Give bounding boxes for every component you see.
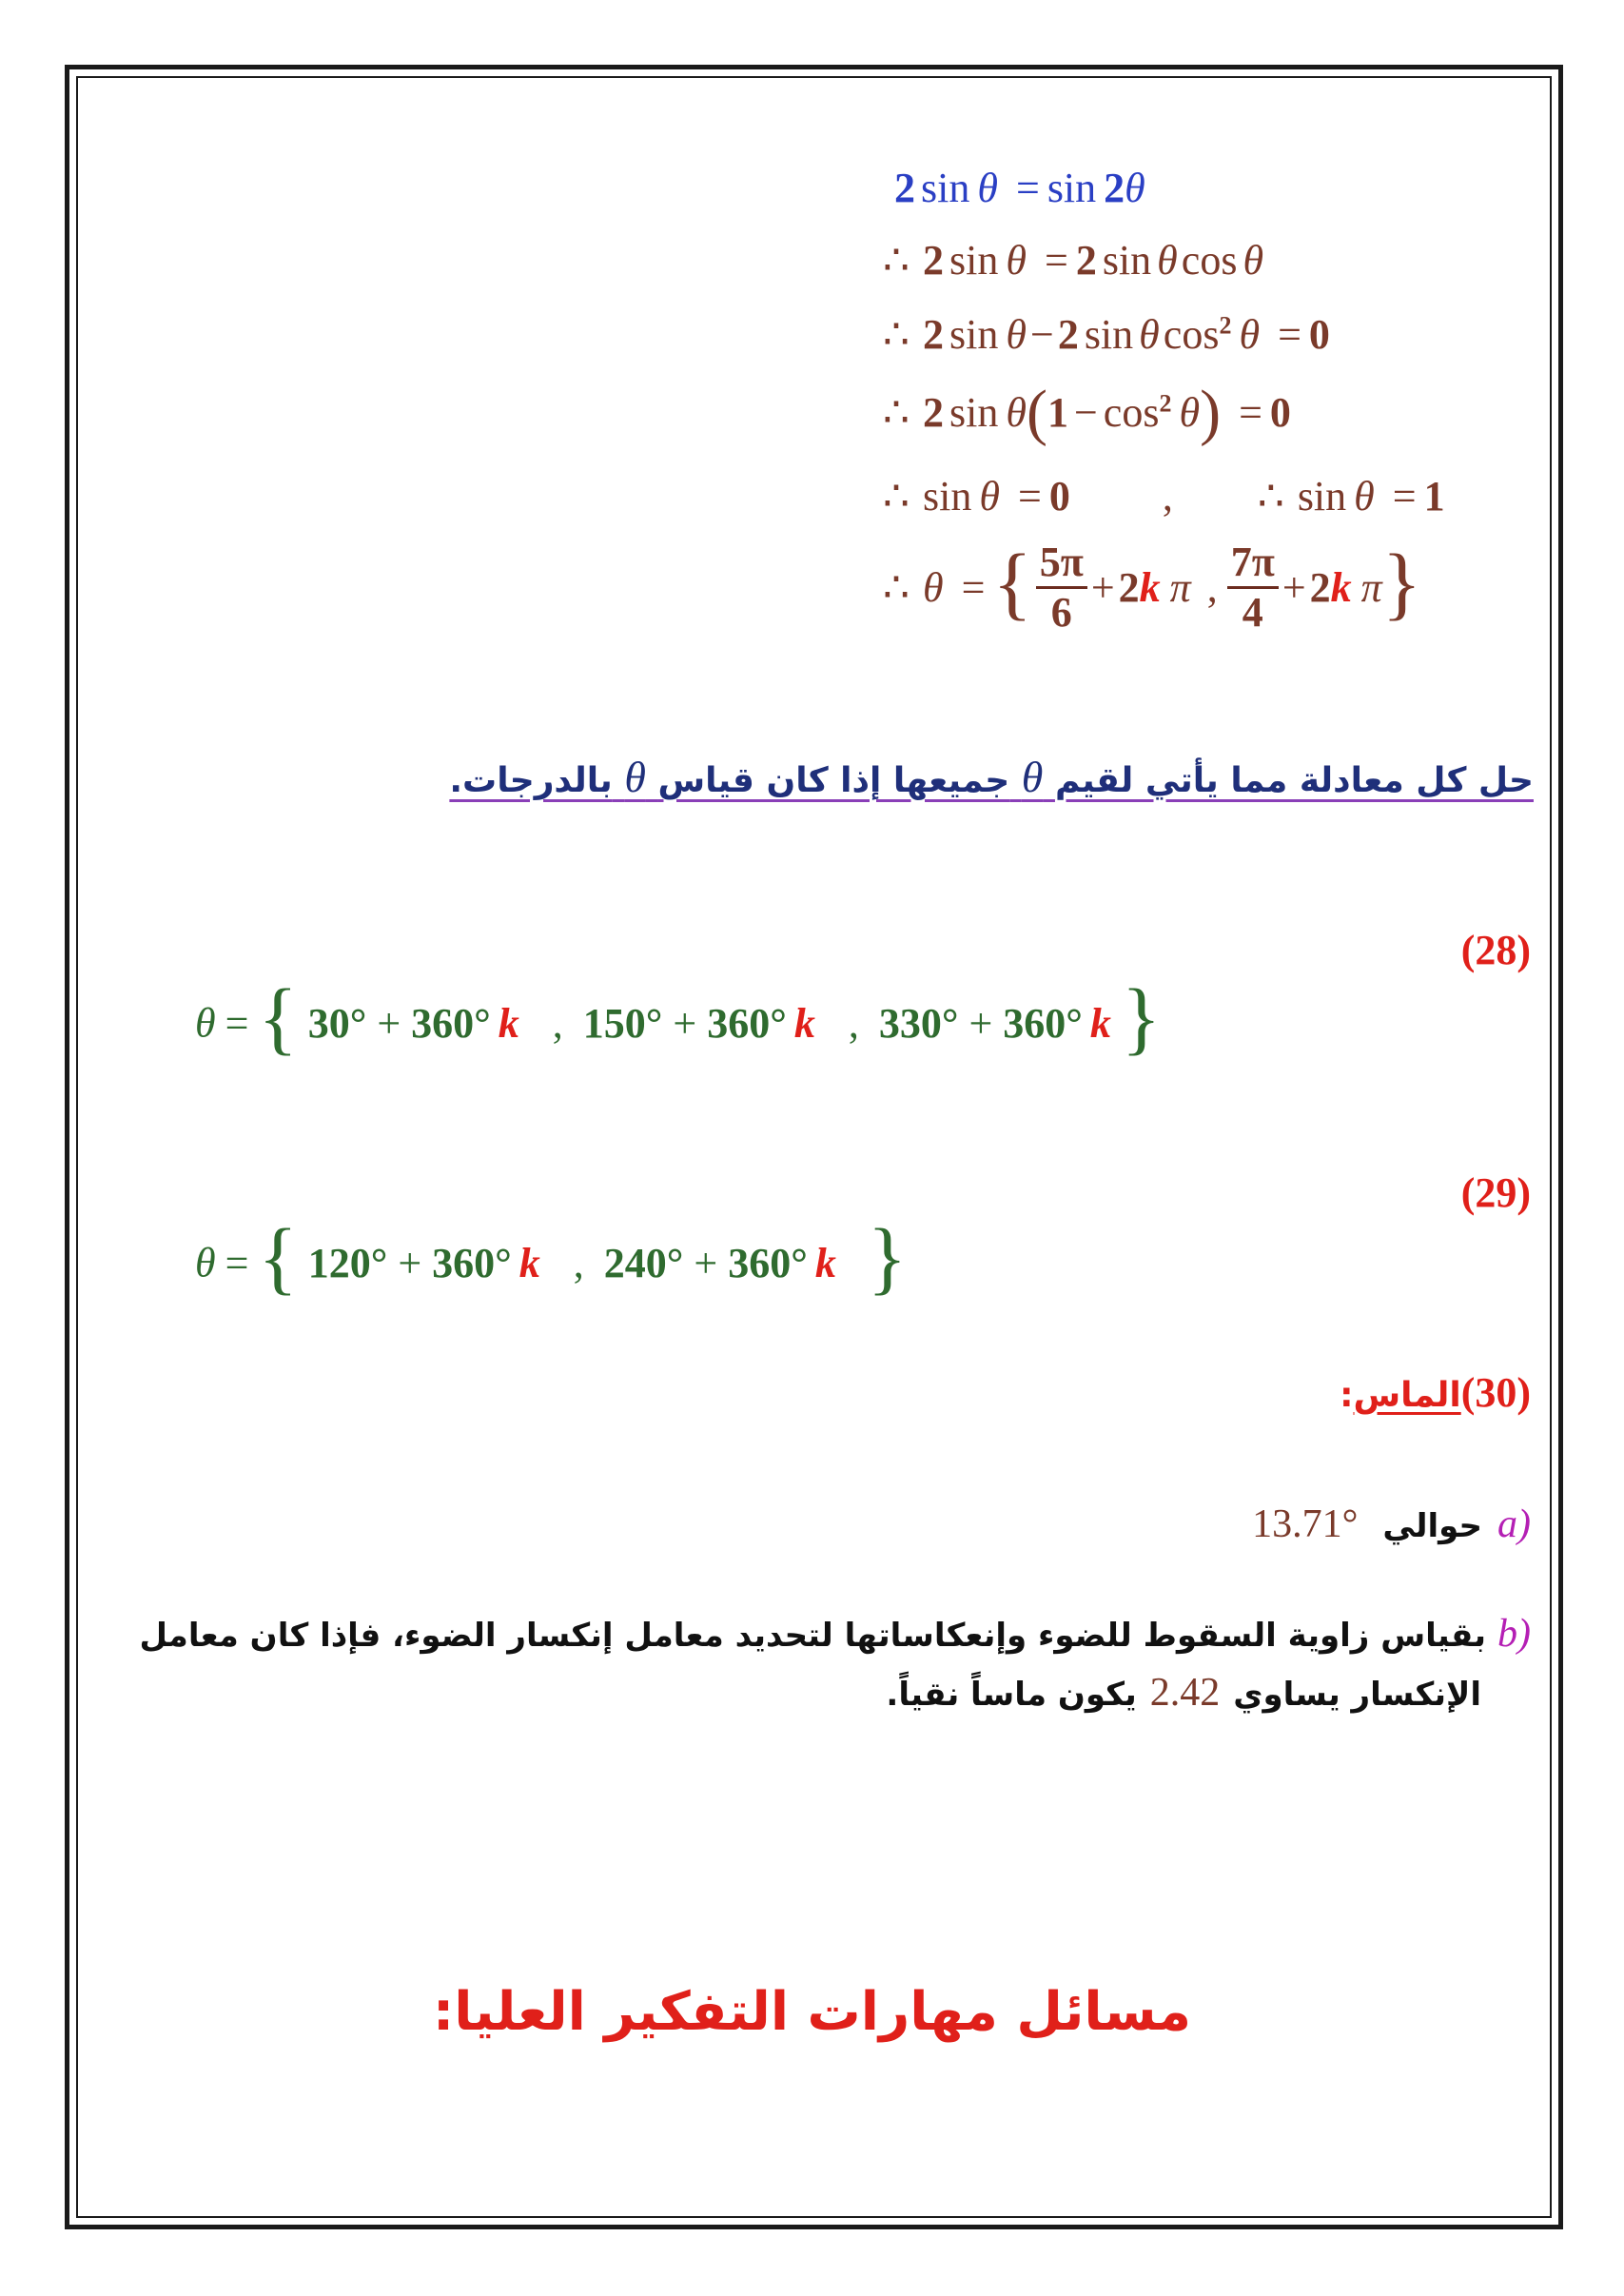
page-border-inner: [76, 76, 1552, 2218]
derivation-line-2: ∴ 2 sin θ = 2 sin θcos θ: [883, 237, 1264, 284]
question-29-solution: θ = { 120° + 360° k , 240° + 360° k }: [195, 1211, 908, 1303]
derivation-line-4: ∴ 2 $\sin \theta(1 - \cos^2 \theta) = 0$: [883, 378, 1291, 447]
fraction-7pi-4: $\frac{7\pi}{4}$: [1227, 540, 1279, 635]
question-28-solution: θ = { 30° + 360° k , 150° + 360° k , 330° + 360° k }: [195, 971, 1162, 1063]
higher-order-thinking-heading: مسائل مهارات التفكير العليا:: [432, 1981, 1192, 2043]
derivation-line-5: ∴ sin θ = 0 , ∴ sin θ = 1: [883, 473, 1445, 520]
instruction-text: حل كل معادلة مما يأتي لقيم θ جميعها إذا كان قياس θ بالدرجات.: [449, 753, 1534, 801]
fraction-5pi-6: $\frac{5\pi}{6}$: [1036, 540, 1087, 635]
question-28-number: (28): [1460, 927, 1531, 973]
question-30-header: (30)الماس:: [1340, 1369, 1531, 1416]
question-29-number: (29): [1460, 1169, 1531, 1216]
answer-b: (b بقياس زاوية السقوط للضوء وإنعكاساتها لتحديد معامل إنكسار الضوء، فإذا كان معامل الإنكسار يساوي 2.42 يكون ماساً نقياً.: [139, 1612, 1531, 1715]
derivation-line-1: 2 sin θ = sin 2θ: [894, 165, 1145, 211]
derivation-line-6: ∴ θ ={ $\frac{5\pi}{6}$ +2k π , $\frac{7\pi}{4}$ +2k π}: [883, 536, 1421, 636]
answer-a: (a حوالي 13.71°: [1252, 1502, 1531, 1546]
derivation-line-3: ∴ 2 sin θ−2 sin θcos$^2$ θ = 0: [883, 311, 1330, 358]
